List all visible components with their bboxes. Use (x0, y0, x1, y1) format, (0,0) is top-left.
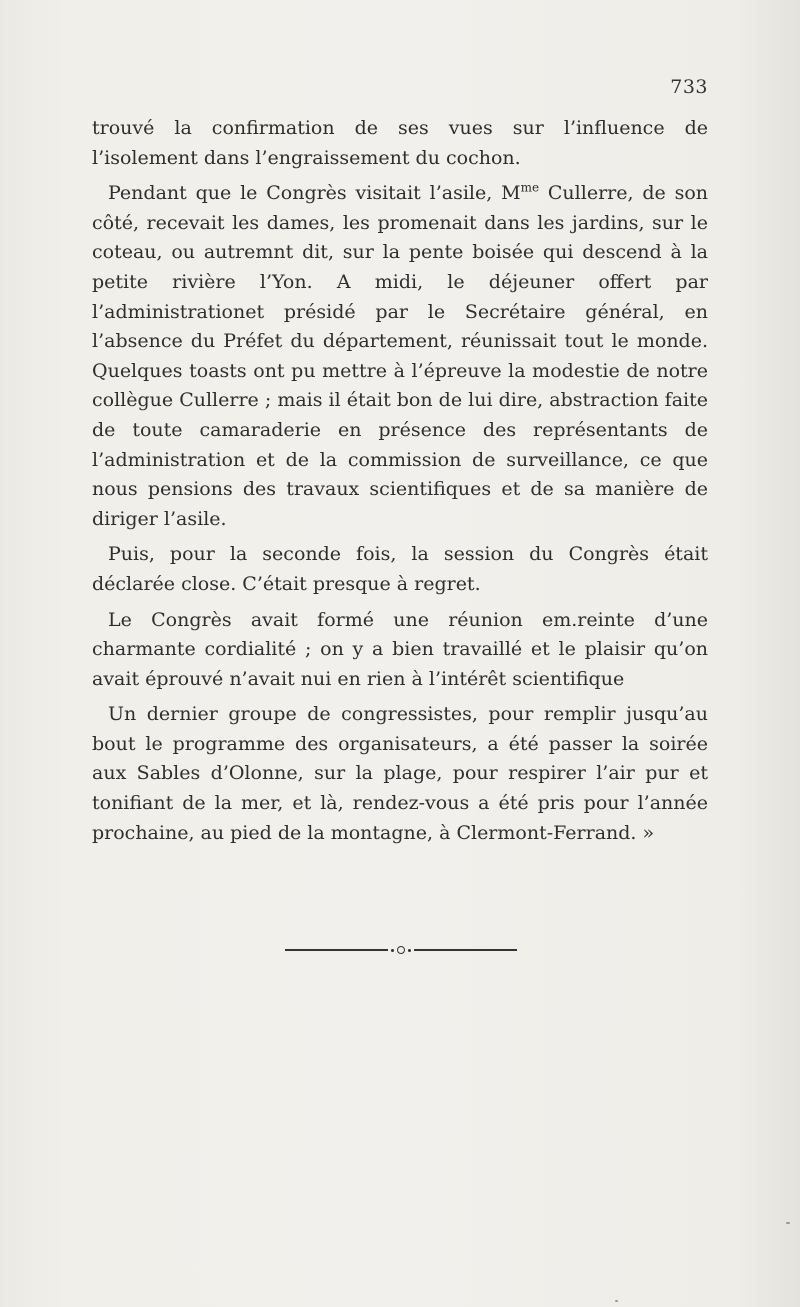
paragraph-cordiality: Le Congrès avait formé une réunion em.reinte d’une charmante cordialité ; on y a bien travaillé et le plaisir qu’on avait éprouvé n’avait nui en rien à l’intérêt scientifique (92, 608, 708, 690)
ornament-dot-right (408, 949, 411, 952)
end-ornament-divider (285, 945, 517, 955)
paragraph-session-closed: Puis, pour la seconde fois, la session du Congrès était déclarée close. C’était presque à regret. (92, 543, 708, 595)
paragraph-congress-visit-start: Pendant que le Congrès visitait l’asile, M (108, 182, 521, 205)
scan-speck (786, 1222, 790, 1224)
paragraph-continuation: trouvé la confirmation de ses vues sur l’influence de l’isolement dans l’engraissement du cochon. (92, 117, 708, 169)
paragraph-congress-visit-rest: Cullerre, de son côté, recevait les dames, les promenait dans les jardins, sur le coteau, ou autremnt dit, sur la pente boisée qui descend à la petite rivière l’Yon. A midi, le déjeuner offert par l’administrationet présidé par le Secrétaire général, en l’absence du Préfet du département, réunissait tout le monde. Quelques toasts ont pu mettre à l’épreuve la modestie de notre collègue Cullerre ; mais il était bon de lui dire, abstraction faite de toute camaraderie en présence des représentants de l’administration et de la commission de surveillance, ce que nous pensions des travaux scientifiques et de sa manière de diriger l’asile. (92, 182, 709, 530)
page-number: 733 (670, 76, 708, 98)
ornament-line-right (414, 949, 517, 951)
body-text (92, 114, 708, 854)
madame-abbreviation-superscript: me (520, 180, 540, 195)
ornament-dot-left (391, 949, 394, 952)
ornament-line-left (285, 949, 388, 951)
ornament-circle (397, 946, 405, 954)
paragraph-congress-visit (92, 179, 708, 534)
paragraph-sables-olonne: Un dernier groupe de congressistes, pour remplir jusqu’au bout le programme des organisateurs, a été passer la soirée aux Sables d’Olonne, sur la plage, pour respirer l’air pur et tonifiant de la mer, et là, rendez-vous a été pris pour l’année prochaine, au pied de la montagne, à Clermont-Ferrand. » (92, 703, 708, 844)
scan-speck (615, 1300, 618, 1302)
